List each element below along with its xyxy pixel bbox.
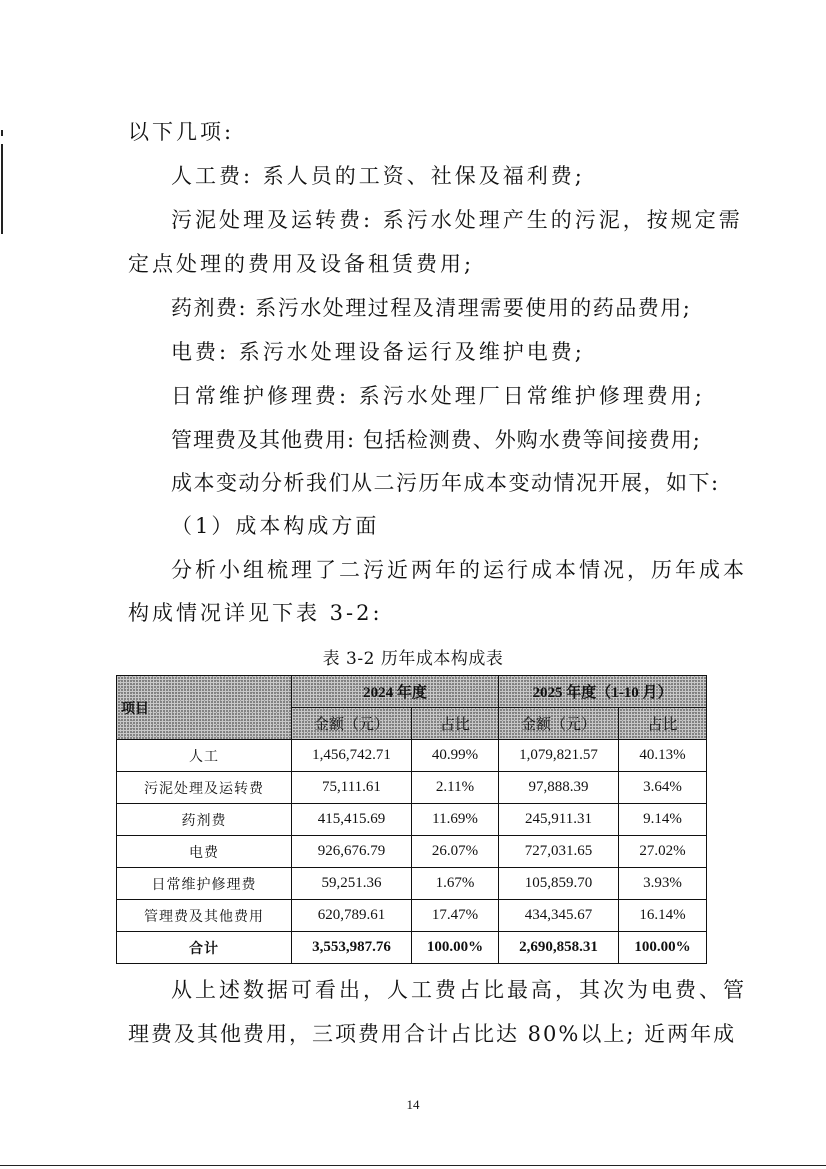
cell-share-2025: 9.14% (619, 804, 707, 836)
cell-share-2025: 40.13% (619, 740, 707, 772)
year-header-2025: 2025 年度（1-10 月） (499, 676, 707, 708)
row-label: 污泥处理及运转费 (117, 772, 292, 804)
cell-share-2025: 27.02% (619, 836, 707, 868)
cell-amount-2024: 620,789.61 (292, 900, 412, 932)
cell-share-2025: 16.14% (619, 900, 707, 932)
table-row (117, 740, 707, 772)
cell-amount-2025: 245,911.31 (499, 804, 619, 836)
paragraph-line: 理费及其他费用，三项费用合计占比达 80%以上; 近两年成 (128, 1022, 737, 1046)
table-caption: 表 3-2 历年成本构成表 (322, 649, 504, 669)
paragraph-line: 药剂费: 系污水处理过程及清理需要使用的药品费用; (171, 296, 692, 320)
cell-amount-2025: 1,079,821.57 (499, 740, 619, 772)
cell-share-2025: 3.93% (619, 868, 707, 900)
cell-amount-2024: 926,676.79 (292, 836, 412, 868)
paragraph-line: 定点处理的费用及设备租赁费用; (128, 252, 475, 276)
cell-share-2025: 100.00% (619, 932, 707, 964)
row-label: 日常维护修理费 (117, 868, 292, 900)
cell-share-2024: 1.67% (412, 868, 499, 900)
column-header-amount: 金额（元） (499, 708, 619, 740)
table-row (117, 836, 707, 868)
column-header-share: 占比 (412, 708, 499, 740)
table-row (117, 868, 707, 900)
page-number: 14 (406, 1097, 420, 1112)
scan-edge-marks (0, 130, 4, 250)
page-bottom-edge (0, 1165, 826, 1166)
section-heading: （1）成本构成方面 (171, 514, 380, 538)
column-header-amount: 金额（元） (292, 708, 412, 740)
cell-share-2024: 26.07% (412, 836, 499, 868)
row-label: 人工 (117, 740, 292, 772)
paragraph-line: 构成情况详见下表 3-2: (128, 601, 383, 625)
corner-header: 项目 (117, 676, 292, 740)
cost-table (116, 675, 707, 964)
row-label: 药剂费 (117, 804, 292, 836)
cell-amount-2025: 434,345.67 (499, 900, 619, 932)
cell-amount-2025: 2,690,858.31 (499, 932, 619, 964)
paragraph-line: 电费: 系污水处理设备运行及维护电费; (171, 340, 585, 364)
cell-share-2025: 3.64% (619, 772, 707, 804)
table-row (117, 772, 707, 804)
paragraph-line: 日常维护修理费: 系污水处理厂日常维护修理费用; (171, 384, 705, 408)
row-label: 管理费及其他费用 (117, 900, 292, 932)
cell-amount-2024: 75,111.61 (292, 772, 412, 804)
cell-share-2024: 11.69% (412, 804, 499, 836)
cell-amount-2024: 415,415.69 (292, 804, 412, 836)
column-header-share: 占比 (619, 708, 707, 740)
year-header-2024: 2024 年度 (292, 676, 499, 708)
table-row (117, 804, 707, 836)
cell-amount-2024: 3,553,987.76 (292, 932, 412, 964)
cell-share-2024: 2.11% (412, 772, 499, 804)
paragraph-line: 人工费: 系人员的工资、社保及福利费; (171, 164, 585, 188)
row-label: 电费 (117, 836, 292, 868)
table-total-row (117, 932, 707, 964)
paragraph-line: 分析小组梳理了二污近两年的运行成本情况，历年成本 (171, 558, 747, 582)
cell-share-2024: 17.47% (412, 900, 499, 932)
cell-amount-2024: 1,456,742.71 (292, 740, 412, 772)
table-row (117, 900, 707, 932)
cell-amount-2025: 727,031.65 (499, 836, 619, 868)
paragraph-line: 以下几项: (128, 120, 235, 144)
paragraph-line: 从上述数据可看出，人工费占比最高，其次为电费、管 (171, 978, 747, 1002)
cell-amount-2024: 59,251.36 (292, 868, 412, 900)
row-label: 合计 (117, 932, 292, 964)
paragraph-line: 污泥处理及运转费: 系污水处理产生的污泥，按规定需 (171, 208, 743, 232)
paragraph-line: 管理费及其他费用: 包括检测费、外购水费等间接费用; (171, 428, 701, 452)
cell-share-2024: 40.99% (412, 740, 499, 772)
cell-share-2024: 100.00% (412, 932, 499, 964)
cell-amount-2025: 97,888.39 (499, 772, 619, 804)
paragraph-line: 成本变动分析我们从二污历年成本变动情况开展，如下: (171, 471, 720, 495)
cell-amount-2025: 105,859.70 (499, 868, 619, 900)
